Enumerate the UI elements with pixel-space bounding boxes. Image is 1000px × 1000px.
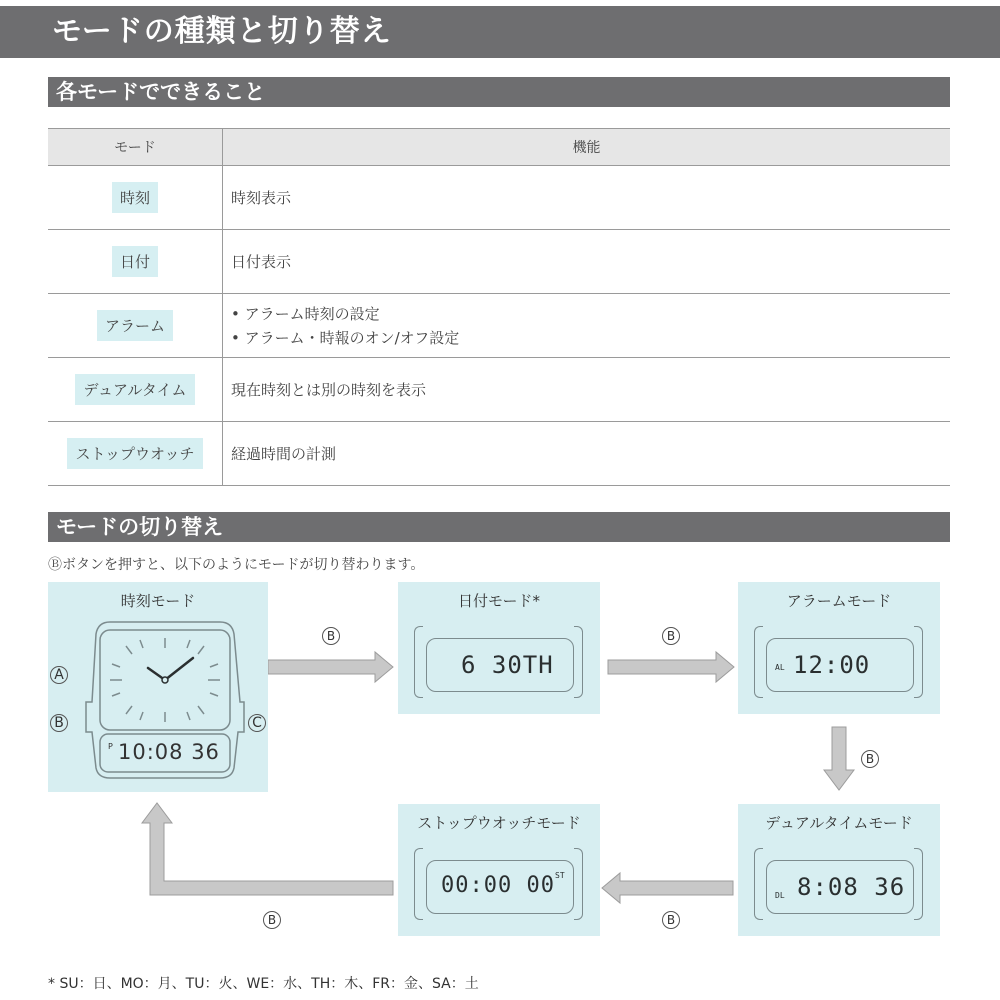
lcd-alarm-display [766,638,914,692]
arrow-dual-to-stopwatch [602,873,733,903]
button-c-label: C [248,714,266,732]
panel-title: 日付モード* [458,592,540,610]
arrow-label-b: B [662,911,680,929]
lcd-time-display: 10:08 36 [118,740,220,764]
button-b-label: B [50,714,68,732]
function-cell: 経過時間の計測 [223,422,951,486]
mode-chip: アラーム [97,310,173,341]
panel-title: デュアルタイムモード [765,814,913,832]
lcd-date-display [426,638,574,692]
function-cell: 日付表示 [223,230,951,294]
instruction-text: Ⓑボタンを押すと、以下のようにモードが切り替わります。 [48,557,425,573]
lcd-stopwatch-display [426,860,574,914]
panel-title: アラームモード [786,592,892,610]
list-item: • アラーム時刻の設定 [231,302,949,326]
section-title-modes: 各モードでできること [48,77,950,107]
lcd-mark: AL [775,663,785,672]
lcd-text: 8:08 36 [797,873,906,901]
lcd-text: 00:00 00 [441,873,555,898]
button-a-label: A [50,666,68,684]
arrow-label-b: B [322,627,340,645]
column-header-mode: モード [48,129,223,166]
lcd-mark: DL [775,891,785,900]
footnote: * SU：日、MO：月、TU：火、WE：水、TH：木、FR：金、SA：土 [48,976,479,992]
arrow-alarm-to-dual [824,727,854,790]
panel-title: ストップウオッチモード [417,814,581,832]
date-mode-panel [398,582,600,714]
arrow-time-to-date [268,652,393,682]
arrow-label-b: B [861,750,879,768]
dual-time-mode-panel [738,804,940,936]
page-title: モードの種類と切り替え [0,6,1000,58]
lcd-text: 6 30TH [461,651,554,679]
panel-title: 時刻モード [120,592,196,610]
mode-chip: デュアルタイム [75,374,194,405]
arrow-date-to-alarm [608,652,734,682]
lcd-mark: P [108,742,113,751]
mode-chip: 日付 [112,246,158,277]
lcd-mark: ST [555,871,565,880]
arrow-stopwatch-to-time [142,803,393,895]
stopwatch-mode-panel [398,804,600,936]
list-item: • アラーム・時報のオン/オフ設定 [231,326,949,350]
section-title-switching: モードの切り替え [48,512,950,542]
column-header-function: 機能 [223,129,951,166]
function-cell: 現在時刻とは別の時刻を表示 [223,358,951,422]
arrow-label-b: B [263,911,281,929]
time-mode-panel [48,582,268,792]
arrow-label-b: B [662,627,680,645]
mode-chip: 時刻 [112,182,158,213]
lcd-dual-display [766,860,914,914]
function-cell: 時刻表示 [223,166,951,230]
lcd-text: 12:00 [793,651,871,679]
mode-chip: ストップウオッチ [67,438,202,469]
alarm-mode-panel [738,582,940,714]
